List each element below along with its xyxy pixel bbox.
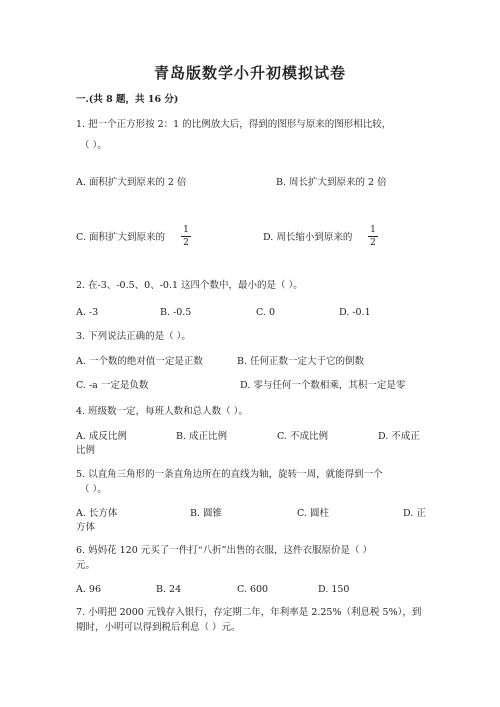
- question-7-stem-line-1: 7. 小明把 2000 元钱存入银行，存定期二年，年利率是 2.25%（利息税 5%），到: [76, 607, 422, 618]
- question-4-option-c: C. 不成比例: [277, 431, 328, 442]
- fraction-numerator: 1: [370, 225, 376, 235]
- section-header: 一.(共 8 题，共 16 分): [76, 94, 179, 105]
- question-1-option-b: B. 周长扩大到原来的 2 倍: [276, 177, 387, 188]
- question-3-option-a: A. 一个数的绝对值一定是正数: [76, 356, 203, 367]
- page-title: 青岛版数学小升初模拟试卷: [153, 64, 346, 82]
- question-7-stem-line-2: 期时，小明可以得到税后利息（ ）元。: [76, 622, 241, 633]
- question-6-option-b: B. 24: [156, 584, 182, 595]
- question-1-stem-line-2: （ ）。: [80, 140, 107, 151]
- question-4-option-a: A. 成反比例: [76, 431, 127, 442]
- question-1-option-c: C. 面积扩大到原来的: [76, 232, 165, 243]
- question-2-option-a: A. -3: [76, 307, 99, 318]
- question-1-option-d: D. 周长缩小到原来的: [263, 232, 353, 243]
- question-5-option-d: D. 正: [403, 508, 426, 519]
- question-5-stem-line-1: 5. 以直角三角形的一条直角边所在的直线为轴，旋转一周，就能得到一个: [76, 469, 383, 480]
- question-4-option-d-wrap: 比例: [76, 445, 96, 456]
- question-5-stem-line-2: （ ）。: [80, 484, 107, 495]
- question-5-option-b: B. 圆锥: [190, 508, 223, 519]
- question-1-stem-line-1: 1. 把一个正方形按 2：1 的比例放大后，得到的图形与原来的图形相比较，: [76, 119, 392, 130]
- fraction-denominator: 2: [183, 238, 189, 248]
- question-4-option-d: D. 不成正: [378, 431, 420, 442]
- fraction-bar: [181, 236, 191, 237]
- fraction-denominator: 2: [370, 238, 376, 248]
- fraction-numerator: 1: [183, 225, 189, 235]
- question-5-option-a: A. 长方体: [76, 508, 118, 519]
- question-4-stem: 4. 班级数一定，每班人数和总人数（ ）。: [76, 406, 248, 417]
- question-2-option-d: D. -0.1: [339, 307, 371, 318]
- question-4-option-b: B. 成正比例: [176, 431, 228, 442]
- question-1-option-d-fraction: [367, 225, 379, 248]
- fraction-bar: [368, 236, 378, 237]
- question-2-option-b: B. -0.5: [160, 307, 192, 318]
- question-3-stem: 3. 下列说法正确的是（ ）。: [76, 331, 191, 342]
- question-6-stem-line-1: 6. 妈妈花 120 元买了一件打“八折”出售的衣服，这件衣服原价是（ ）: [76, 545, 372, 556]
- question-6-stem-line-2: 元。: [76, 560, 96, 571]
- question-6-option-d: D. 150: [318, 584, 350, 595]
- question-5-option-c: C. 圆柱: [297, 508, 329, 519]
- question-3-option-b: B. 任何正数一定大于它的倒数: [237, 356, 365, 367]
- question-6-option-a: A. 96: [76, 584, 101, 595]
- question-5-option-d-wrap: 方体: [76, 522, 96, 533]
- question-2-stem: 2. 在-3、-0.5、0、-0.1 这四个数中，最小的是（ ）。: [76, 280, 303, 291]
- question-2-option-c: C. 0: [256, 307, 276, 318]
- question-1-option-c-fraction: [180, 225, 192, 248]
- question-3-option-c: C. -a 一定是负数: [76, 380, 149, 391]
- question-6-option-c: C. 600: [237, 584, 269, 595]
- question-1-option-a: A. 面积扩大到原来的 2 倍: [76, 177, 187, 188]
- question-3-option-d: D. 零与任何一个数相乘，其积一定是零: [240, 380, 406, 391]
